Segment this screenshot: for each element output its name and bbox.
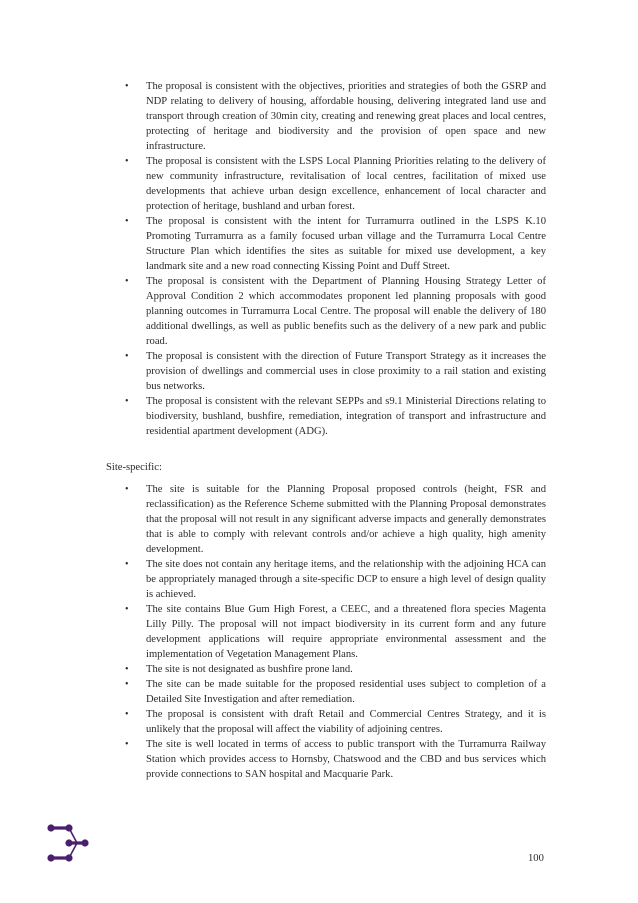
bullet-icon: • (125, 604, 129, 615)
list-item-text: The site is suitable for the Planning Proposal proposed controls (height, FSR and reclassification) as the Reference Scheme submitted with the Planning Proposal demonstrates that the proposal will not result in any significant adverse impacts and generally demonstrates that is able to comply with relevant controls and/or achieve a high quality, high amenity development. (146, 484, 546, 555)
list-item-text: The proposal is consistent with the intent for Turramurra outlined in the LSPS K.10 Promoting Turramurra as a family focused urban village and the Turramurra Local Centre Structure Plan which identifies the sites as suitable for mixed use development, a key landmark site and a new road connecting Kissing Point and Duff Street. (146, 216, 546, 272)
list-item-text: The proposal is consistent with the Department of Planning Housing Strategy Letter of Approval Condition 2 which accommodates proponent led planning proposals with good planning outcomes in Turramurra Local Centre. The proposal will enable the delivery of 180 additional dwellings, as well as public benefits such as the delivery of a new park and public road. (146, 276, 546, 347)
bullet-icon: • (125, 81, 129, 92)
list-item (125, 557, 546, 602)
list-item-text: The site can be made suitable for the proposed residential uses subject to completion of a Detailed Site Investigation and after remediation. (146, 679, 546, 705)
list-item-text: The site is well located in terms of access to public transport with the Turramurra Railway Station which provides access to Hornsby, Chatswood and the CBD and bus services which provide connections to SAN hospital and Macquarie Park. (146, 739, 546, 780)
logo-dot (65, 824, 72, 831)
list-item-text: The proposal is consistent with the objectives, priorities and strategies of both the GSRP and NDP relating to delivery of housing, affordable housing, delivering integrated land use and transport through creation of 30min city, creating and renewing great places and local centres, protecting of heritage and biodiversity and the provision of open space and new infrastructure. (146, 81, 546, 152)
list-item (125, 274, 546, 349)
logo-dot (65, 854, 72, 861)
list-item (125, 154, 546, 214)
bullet-icon: • (125, 679, 129, 690)
list-item (125, 677, 546, 707)
bullet-icon: • (125, 664, 129, 675)
logo-dot (81, 839, 88, 846)
bullet-icon: • (125, 216, 129, 227)
list-item-text: The site does not contain any heritage items, and the relationship with the adjoining HCA can be appropriately managed through a site-specific DCP to ensure a high level of design quality is achieved. (146, 559, 546, 600)
logo-dot (47, 824, 54, 831)
bullet-icon: • (125, 709, 129, 720)
list-item (125, 482, 546, 557)
list-item (125, 737, 546, 782)
bullet-icon: • (125, 156, 129, 167)
bullet-icon: • (125, 396, 129, 407)
list-item-text: The proposal is consistent with the direction of Future Transport Strategy as it increases the provision of dwellings and commercial uses in close proximity to a rail station and existing bus networks. (146, 351, 546, 392)
list-item-text: The site is not designated as bushfire prone land. (146, 664, 353, 675)
site-specific-heading: Site-specific: (106, 462, 162, 473)
list-item-text: The proposal is consistent with the relevant SEPPs and s9.1 Ministerial Directions relating to biodiversity, bushland, bushfire, remediation, integration of transport and infrastructure and residential apartment development (ADG). (146, 396, 546, 437)
site-specific-list (125, 482, 546, 782)
list-item-text: The site contains Blue Gum High Forest, a CEEC, and a threatened flora species Magenta Lilly Pilly. The proposal will not impact biodiversity in its current form and any future development applications will require appropriate environmental assessment and the implementation of Vegetation Management Plans. (146, 604, 546, 660)
list-item-text: The proposal is consistent with the LSPS Local Planning Priorities relating to the delivery of new community infrastructure, revitalisation of local centres, facilitation of mixed use developments that achieve urban design excellence, enhancement of local character and protection of heritage, bushland and urban forest. (146, 156, 546, 212)
list-item (125, 602, 546, 662)
page-number: 100 (528, 853, 544, 864)
bullet-icon: • (125, 559, 129, 570)
logo-dot (65, 839, 72, 846)
list-item-text: The proposal is consistent with draft Retail and Commercial Centres Strategy, and it is unlikely that the proposal will affect the viability of adjoining centres. (146, 709, 546, 735)
strategic-merit-list (125, 79, 546, 439)
bullet-icon: • (125, 276, 129, 287)
list-item (125, 662, 546, 677)
list-item (125, 214, 546, 274)
bullet-icon: • (125, 351, 129, 362)
bullet-icon: • (125, 484, 129, 495)
list-item (125, 79, 546, 154)
bullet-icon: • (125, 739, 129, 750)
logo-dot (47, 854, 54, 861)
list-item (125, 349, 546, 394)
connected-dots-logo-icon (46, 824, 90, 862)
list-item (125, 707, 546, 737)
list-item (125, 394, 546, 439)
